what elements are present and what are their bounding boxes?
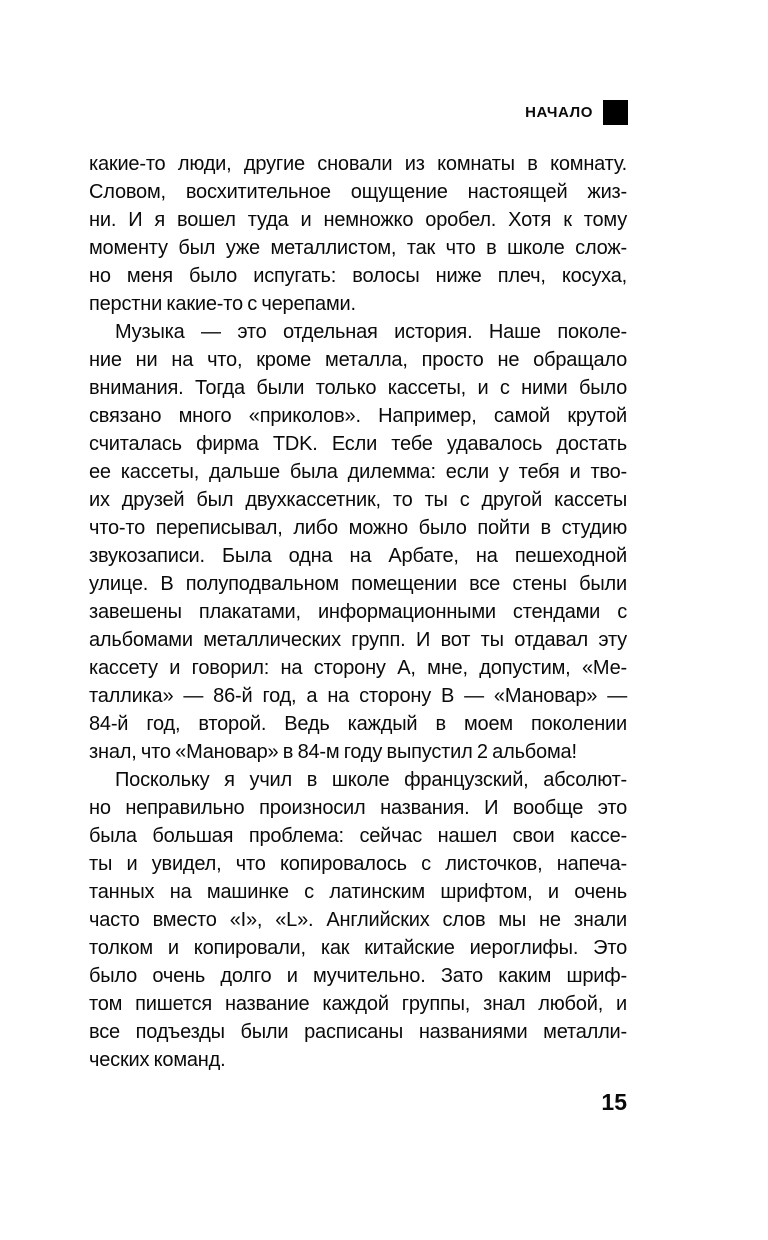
text-line: внимания. Тогда были только кассеты, и с ними было xyxy=(89,377,627,399)
page-number: 15 xyxy=(601,1089,627,1115)
text-line: что-то переписывал, либо можно было пойти в студию xyxy=(89,517,627,539)
text-line: том пишется название каждой группы, знал любой, и xyxy=(89,993,627,1015)
text-line: толком и копировали, как китайские иероглифы. Это xyxy=(89,937,627,959)
paragraph xyxy=(89,766,627,1074)
text-line: танных на машинке с латинским шрифтом, и очень xyxy=(89,881,627,903)
text-line: считалась фирма TDK. Если тебе удавалось достать xyxy=(89,433,627,455)
text-line: ческих команд. xyxy=(89,1049,226,1071)
text-line: улице. В полуподвальном помещении все стены были xyxy=(89,573,627,595)
text-line: 84-й год, второй. Ведь каждый в моем поколении xyxy=(89,713,627,735)
page-footer xyxy=(601,1088,627,1116)
text-line: завешены плакатами, информационными стендами с xyxy=(89,601,627,623)
text-line: было очень долго и мучительно. Зато каким шриф- xyxy=(89,965,627,987)
text-line: ты и увидел, что копировалось с листочков, напеча- xyxy=(89,853,627,875)
text-line: связано много «приколов». Например, самой крутой xyxy=(89,405,627,427)
text-line: ни. И я вошел туда и немножко оробел. Хотя к тому xyxy=(89,209,627,231)
text-line: перстни какие-то с черепами. xyxy=(89,293,356,315)
paragraph xyxy=(89,150,627,318)
text-line: какие-то люди, другие сновали из комнаты в комнату. xyxy=(89,153,627,175)
text-line: все подъезды были расписаны названиями металли- xyxy=(89,1021,627,1043)
text-line: ее кассеты, дальше была дилемма: если у тебя и тво- xyxy=(89,461,627,483)
text-line: таллика» — 86-й год, а на сторону В — «Мановар» — xyxy=(89,685,627,707)
text-line: альбомами металлических групп. И вот ты отдавал эту xyxy=(89,629,627,651)
text-line: знал, что «Мановар» в 84-м году выпустил 2 альбома! xyxy=(89,741,577,763)
text-line: но неправильно произносил названия. И вообще это xyxy=(89,797,627,819)
text-line: кассету и говорил: на сторону А, мне, допустим, «Ме- xyxy=(89,657,627,679)
chapter-marker-square-icon xyxy=(603,100,628,125)
text-line: была большая проблема: сейчас нашел свои кассе- xyxy=(89,825,627,847)
text-line: Словом, восхитительное ощущение настоящей жиз- xyxy=(89,181,627,203)
paragraph xyxy=(89,318,627,766)
chapter-title: НАЧАЛО xyxy=(525,104,593,121)
text-line: ние ни на что, кроме металла, просто не обращало xyxy=(89,349,627,371)
text-line: но меня было испугать: волосы ниже плеч, косуха, xyxy=(89,265,627,287)
text-line: звукозаписи. Была одна на Арбате, на пешеходной xyxy=(89,545,627,567)
page-body xyxy=(89,150,627,1074)
text-line: их друзей был двухкассетник, то ты с другой кассеты xyxy=(89,489,627,511)
page-header xyxy=(525,100,628,125)
text-line: Поскольку я учил в школе французский, абсолют- xyxy=(115,769,627,791)
text-line: моменту был уже металлистом, так что в школе слож- xyxy=(89,237,627,259)
text-line: часто вместо «I», «L». Английских слов мы не знали xyxy=(89,909,627,931)
text-line: Музыка — это отдельная история. Наше поколе- xyxy=(115,321,627,343)
